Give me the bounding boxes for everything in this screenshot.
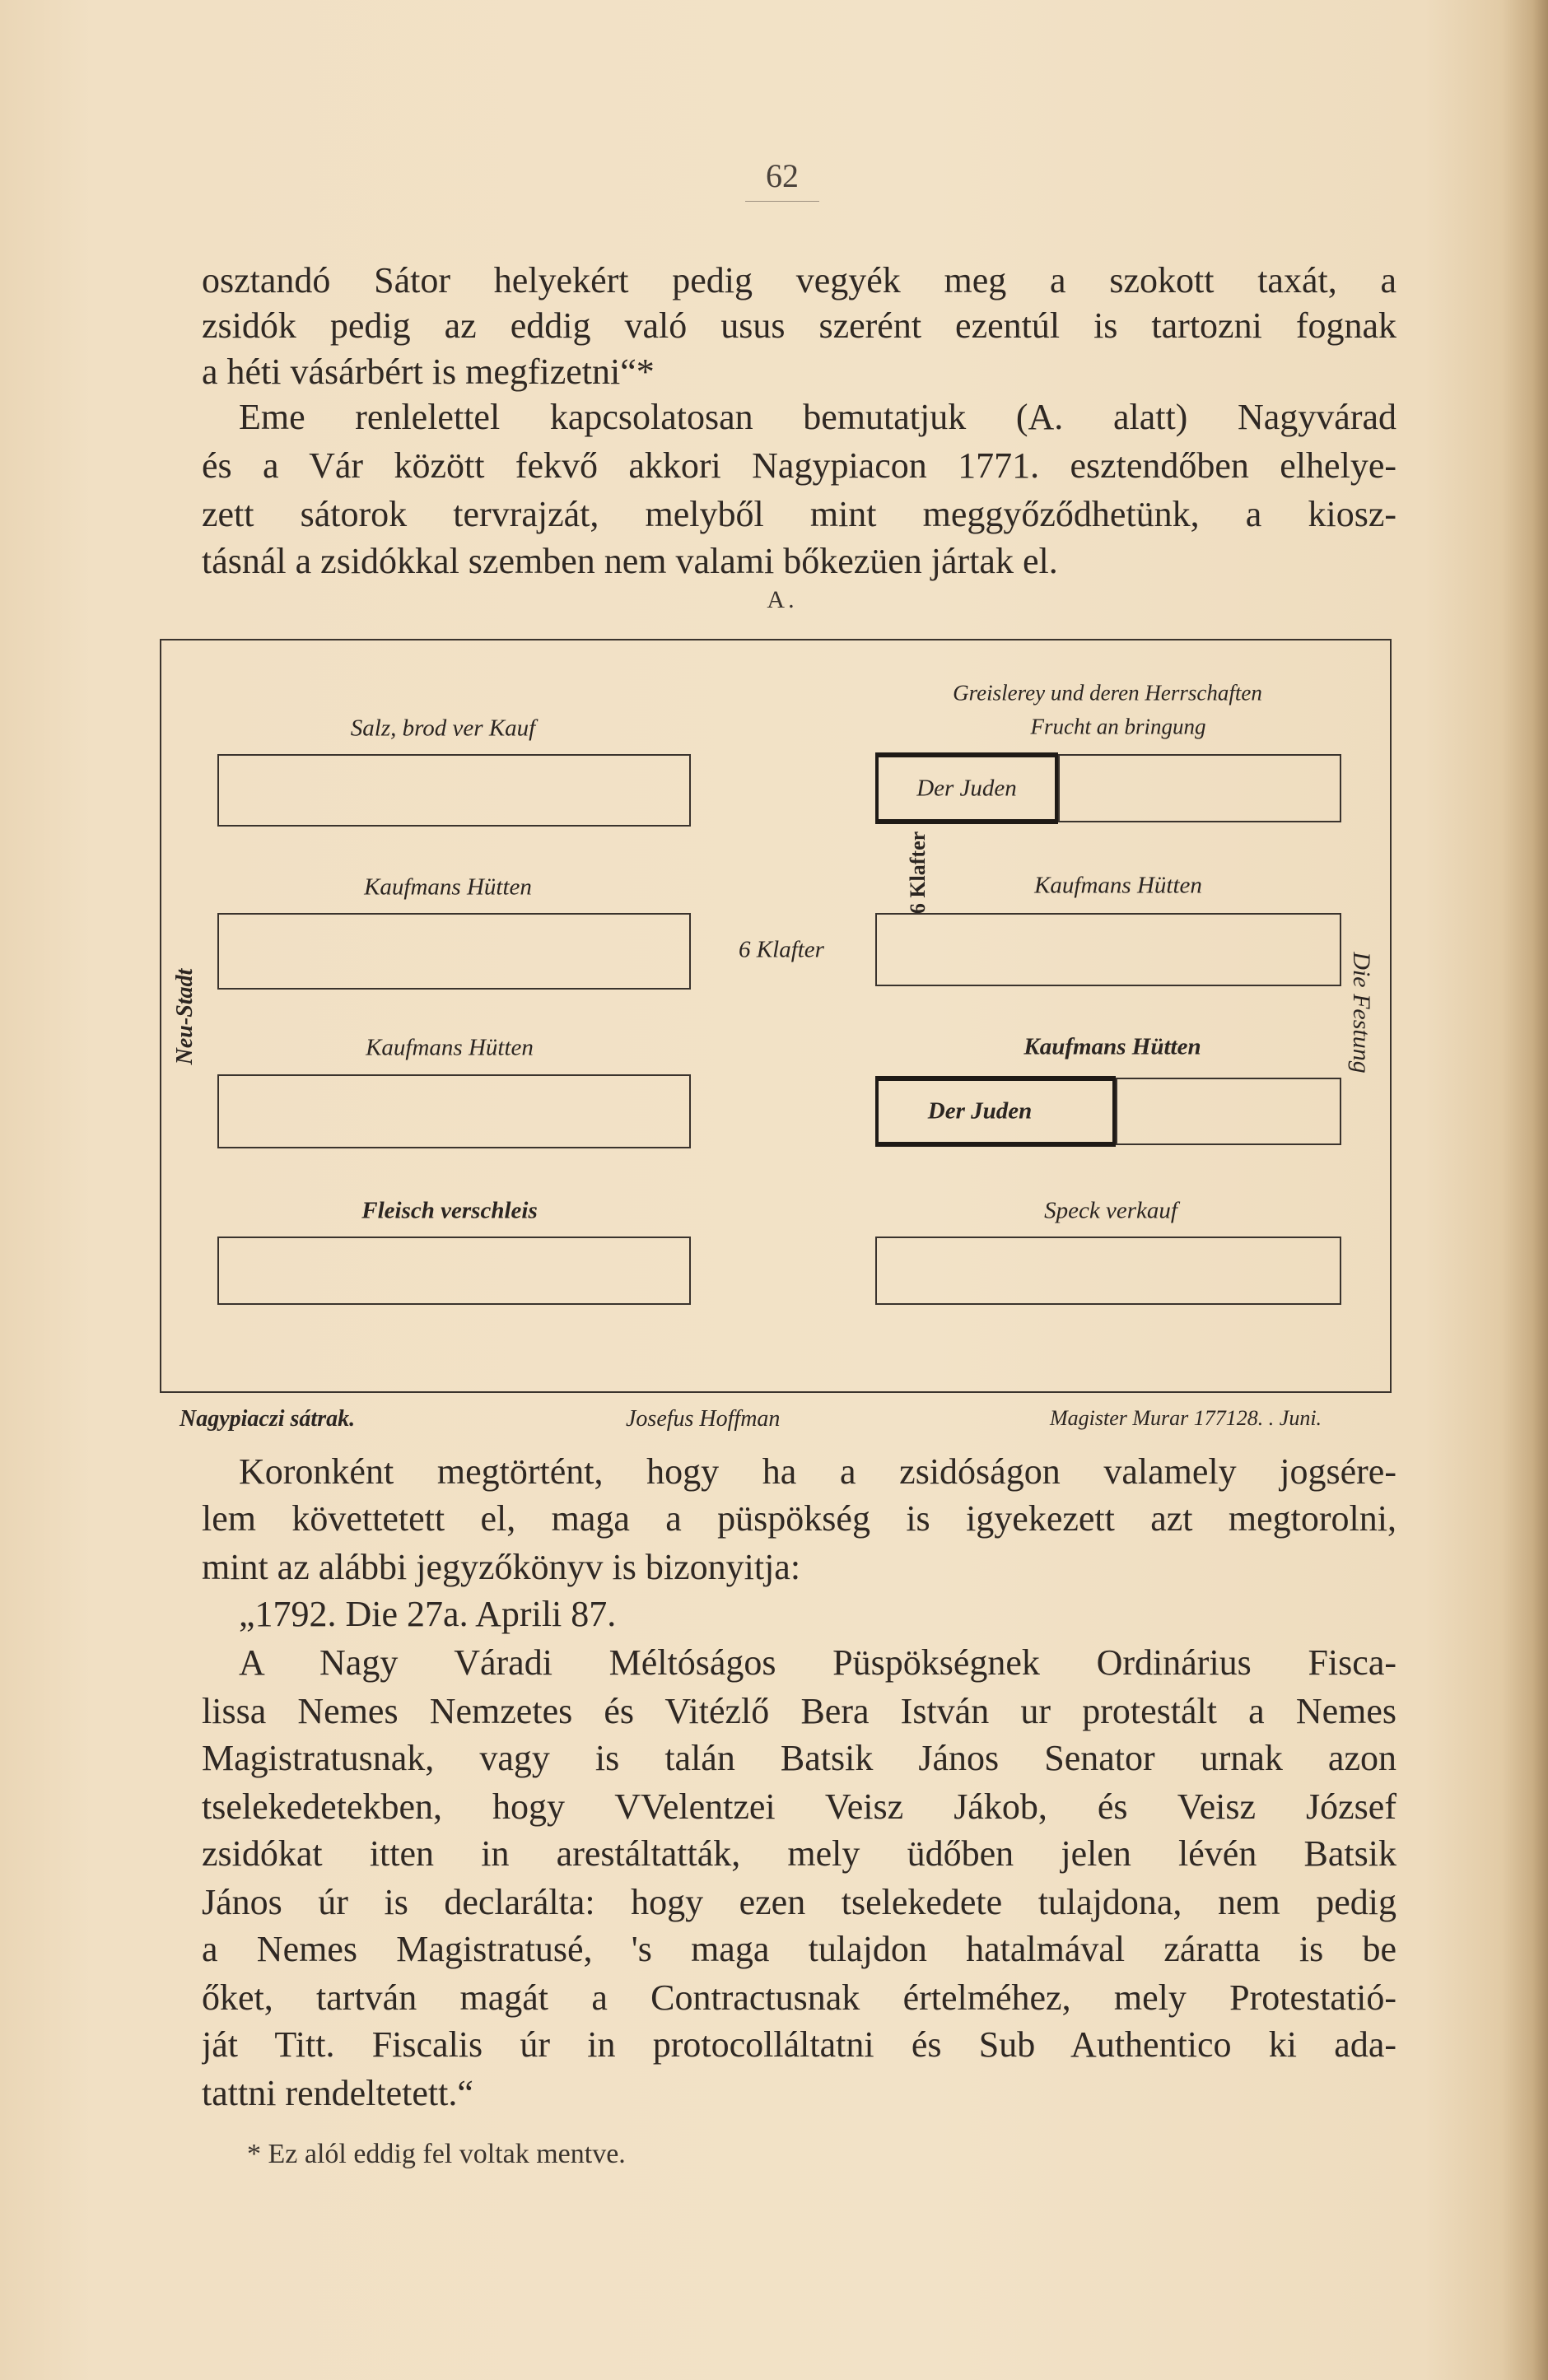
label-klafter-center: 6 Klafter: [739, 936, 824, 963]
text-line: tattni rendeltetett.“: [202, 2073, 473, 2113]
label-kaufmans-left-1: Kaufmans Hütten: [364, 873, 532, 901]
text-line: ját Titt. Fiscalis úr in protocolláltatni és Sub Authentico ki ada-: [202, 2024, 1396, 2065]
stall-left-1: [217, 754, 691, 827]
text-line: zett sátorok tervrajzát, melyből mint meggyőződhetünk, a kiosz-: [202, 494, 1396, 534]
figure-label: A.: [767, 586, 798, 613]
text-line: zsidók pedig az eddig való usus szerént ezentúl is tartozni fognak: [202, 305, 1396, 346]
label-die-festung: Die Festung: [1348, 952, 1375, 1074]
text-line: János úr is declarálta: hogy ezen tselekedete tulajdona, nem pedig: [202, 1882, 1396, 1922]
label-fleisch: Fleisch verschleis: [361, 1197, 538, 1224]
page-number: 62: [766, 157, 799, 194]
label-kaufmans-right-2: Kaufmans Hütten: [1023, 1033, 1201, 1060]
text-line: Koronként megtörtént, hogy ha a zsidóságon valamely jogsére-: [239, 1451, 1396, 1492]
text-line: zsidókat itten in arestáltatták, mely üdőben jelen lévén Batsik: [202, 1833, 1396, 1874]
caption-date: Magister Murar 177128. . Juni.: [1050, 1406, 1322, 1430]
stall-right-3: [1116, 1078, 1341, 1145]
stall-right-4: [875, 1237, 1341, 1305]
stall-right-1: [1058, 754, 1341, 822]
text-line: őket, tartván magát a Contractusnak értelméhez, mely Protestatió-: [202, 1977, 1396, 2018]
text-line: és a Vár között fekvő akkori Nagypiacon 1771. esztendőben elhelye-: [202, 445, 1396, 486]
label-neu-stadt: Neu-Stadt: [172, 968, 198, 1065]
text-line: a héti vásárbért is megfizetni“*: [202, 352, 655, 392]
label-frucht: Frucht an bringung: [1030, 714, 1206, 739]
text-line: „1792. Die 27a. Aprili 87.: [239, 1594, 617, 1634]
text-line: osztandó Sátor helyekért pedig vegyék meg a szokott taxát, a: [202, 260, 1396, 300]
stall-left-3: [217, 1074, 691, 1148]
caption-title: Nagypiaczi sátrak.: [180, 1406, 356, 1432]
text-line: tásnál a zsidókkal szemben nem valami bőkezüen jártak el.: [202, 541, 1058, 581]
footnote: * Ez alól eddig fel voltak mentve.: [247, 2139, 626, 2169]
text-line: mint az alábbi jegyzőkönyv is bizonyitja:: [202, 1547, 801, 1587]
label-greislerey: Greislerey und deren Herrschaften: [953, 680, 1262, 706]
label-kaufmans-left-2: Kaufmans Hütten: [366, 1034, 534, 1061]
text-line: lem követtetett el, maga a püspökség is igyekezett azt megtorolni,: [202, 1498, 1396, 1539]
stall-left-4: [217, 1237, 691, 1305]
label-speck: Speck verkauf: [1044, 1197, 1177, 1224]
text-line: a Nemes Magistratusé, 's maga tulajdon hatalmával záratta is be: [202, 1929, 1396, 1969]
text-line: lissa Nemes Nemzetes és Vitézlő Bera István ur protestált a Nemes: [202, 1691, 1396, 1731]
caption-author: Josefus Hoffman: [626, 1406, 781, 1432]
label-der-juden-2: Der Juden: [927, 1097, 1033, 1125]
label-kaufmans-right-1: Kaufmans Hütten: [1034, 872, 1202, 899]
label-der-juden-1: Der Juden: [916, 775, 1017, 802]
label-salz: Salz, brod ver Kauf: [350, 715, 536, 742]
stall-left-2: [217, 913, 691, 990]
label-klafter-vertical: 6 Klafter: [906, 831, 930, 915]
text-line: tselekedetekben, hogy VVelentzei Veisz Jákob, és Veisz József: [202, 1786, 1396, 1827]
stall-right-2: [875, 913, 1341, 986]
text-line: A Nagy Váradi Méltóságos Püspökségnek Ordinárius Fisca-: [239, 1642, 1396, 1683]
text-line: Eme renlelettel kapcsolatosan bemutatjuk (A. alatt) Nagyvárad: [239, 397, 1396, 437]
page-number-rule: [745, 201, 819, 202]
text-line: Magistratusnak, vagy is talán Batsik János Senator urnak azon: [202, 1738, 1396, 1778]
